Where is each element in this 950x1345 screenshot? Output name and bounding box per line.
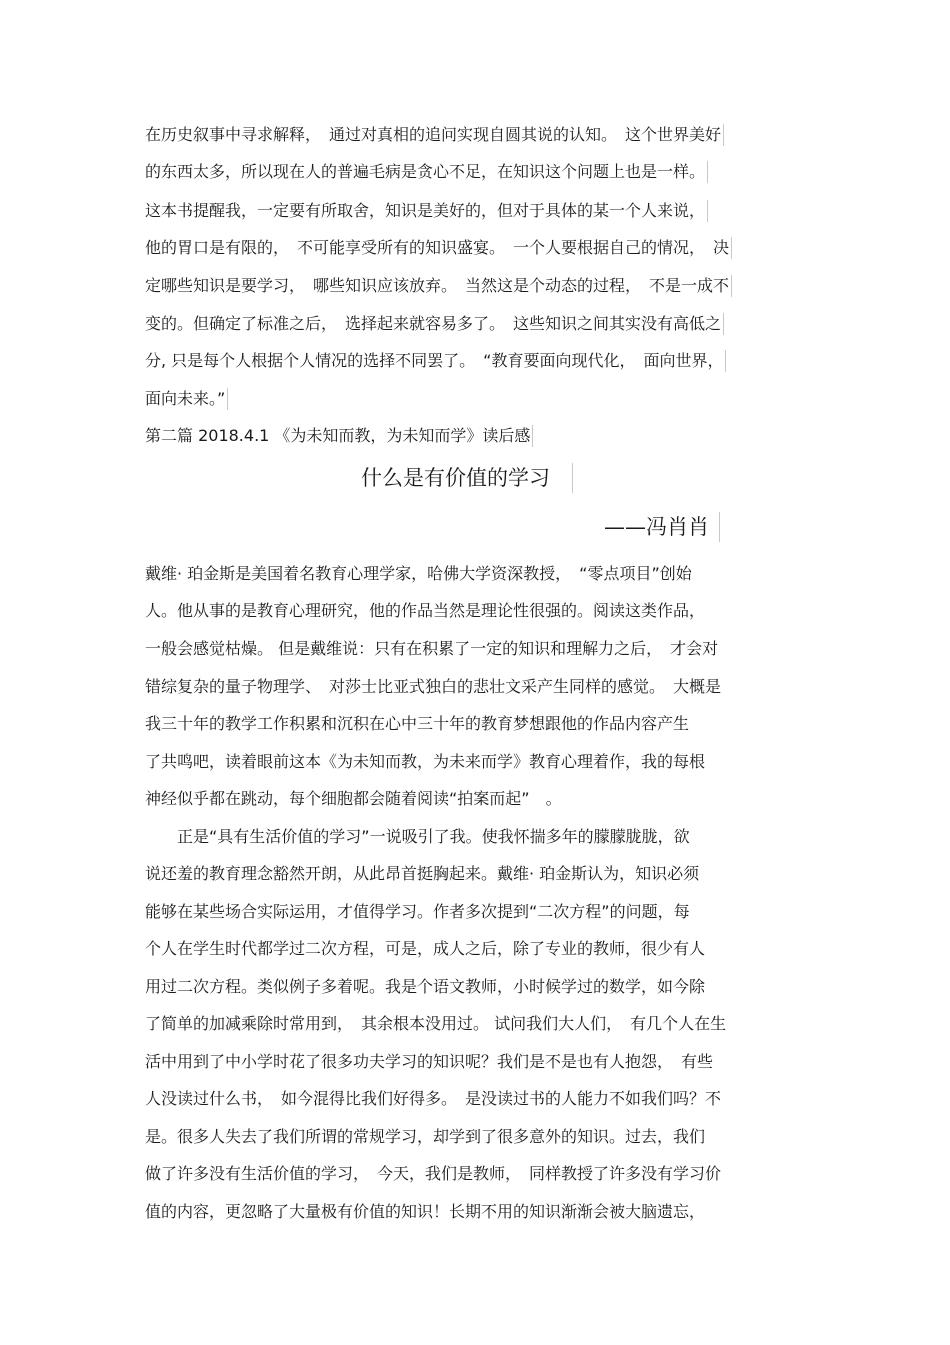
- text-line: 人没读过什么书， 如今混得比我们好得多。 是没读过书的人能力不如我们吗？不: [145, 1089, 722, 1108]
- text-line: 这本书提醒我，一定要有所取舍，知识是美好的，但对于具体的某一个人来说，: [145, 200, 708, 222]
- text-line: 能够在某些场合实际运用，才值得学习。作者多次提到“二次方程”的问题，每: [145, 902, 690, 921]
- text-line: 错综复杂的量子物理学、 对莎士比亚式独白的悲壮文采产生同样的感觉。 大概是: [145, 677, 722, 696]
- text-line: 活中用到了中小学时花了很多功夫学习的知识呢？我们是不是也有人抱怨， 有些: [145, 1052, 714, 1071]
- section-heading: 第二篇 2018.4.1 《为未知而教，为未知而学》读后感: [145, 425, 533, 447]
- text-line: 个人在学生时代都学过二次方程，可是，成人之后，除了专业的教师，很少有人: [145, 939, 706, 958]
- text-line: 在历史叙事中寻求解释， 通过对真相的追问实现自圆其说的认知。 这个世界美好: [145, 124, 724, 146]
- article-author: ——冯肖肖: [604, 512, 720, 542]
- text-line: 一般会感觉枯燥。 但是戴维说：只有在积累了一定的知识和理解力之后， 才会对: [145, 639, 719, 658]
- text-line: 用过二次方程。类似例子多着呢。我是个语文教师，小时候学过的数学，如今除: [145, 977, 706, 996]
- text-line: 我三十年的教学工作积累和沉积在心中三十年的教育梦想跟他的作品内容产生: [145, 714, 690, 733]
- text-line: 的东西太多，所以现在人的普遍毛病是贪心不足，在知识这个问题上也是一样。: [145, 161, 708, 183]
- text-line: 面向未来。”: [145, 388, 228, 410]
- text-line: 人。他从事的是教育心理研究，他的作品当然是理论性很强的。阅读这类作品，: [145, 601, 706, 620]
- text-line: 他的胃口是有限的， 不可能享受所有的知识盛宴。 一个人要根据自己的情况， 决: [145, 237, 732, 259]
- text-line: 做了许多没有生活价值的学习， 今天，我们是教师， 同样教授了许多没有学习价: [145, 1164, 722, 1183]
- article-title: 什么是有价值的学习: [361, 463, 573, 493]
- text-line: 说还羞的教育理念豁然开朗，从此昂首挺胸起来。戴维· 珀金斯认为，知识必须: [145, 864, 700, 883]
- text-line: 值的内容，更忽略了大量极有价值的知识！长期不用的知识渐渐会被大脑遗忘，: [145, 1202, 706, 1221]
- text-line: 变的。但确定了标准之后， 选择起来就容易多了。 这些知识之间其实没有高低之: [145, 313, 724, 335]
- text-line: 了共鸣吧，读着眼前这本《为未知而教，为未来而学》教育心理着作，我的每根: [145, 752, 706, 771]
- text-line: 神经似乎都在跳动，每个细胞都会随着阅读“拍案而起” 。: [145, 789, 562, 808]
- text-line: 正是“具有生活价值的学习”一说吸引了我。使我怀揣多年的朦朦胧胧，欲: [145, 827, 690, 846]
- text-line: 是。很多人失去了我们所谓的常规学习，却学到了很多意外的知识。过去，我们: [145, 1127, 706, 1146]
- text-line: 分, 只是每个人根据个人情况的选择不同罢了。 “教育要面向现代化， 面向世界，: [145, 350, 726, 372]
- text-line: 定哪些知识是要学习， 哪些知识应该放弃。 当然这是个动态的过程， 不是一成不: [145, 275, 732, 297]
- text-line: 了简单的加减乘除时常用到， 其余根本没用过。 试问我们大人们， 有几个人在生: [145, 1014, 727, 1033]
- text-line: 戴维· 珀金斯是美国着名教育心理学家，哈佛大学资深教授， “零点项目”创始: [145, 564, 692, 583]
